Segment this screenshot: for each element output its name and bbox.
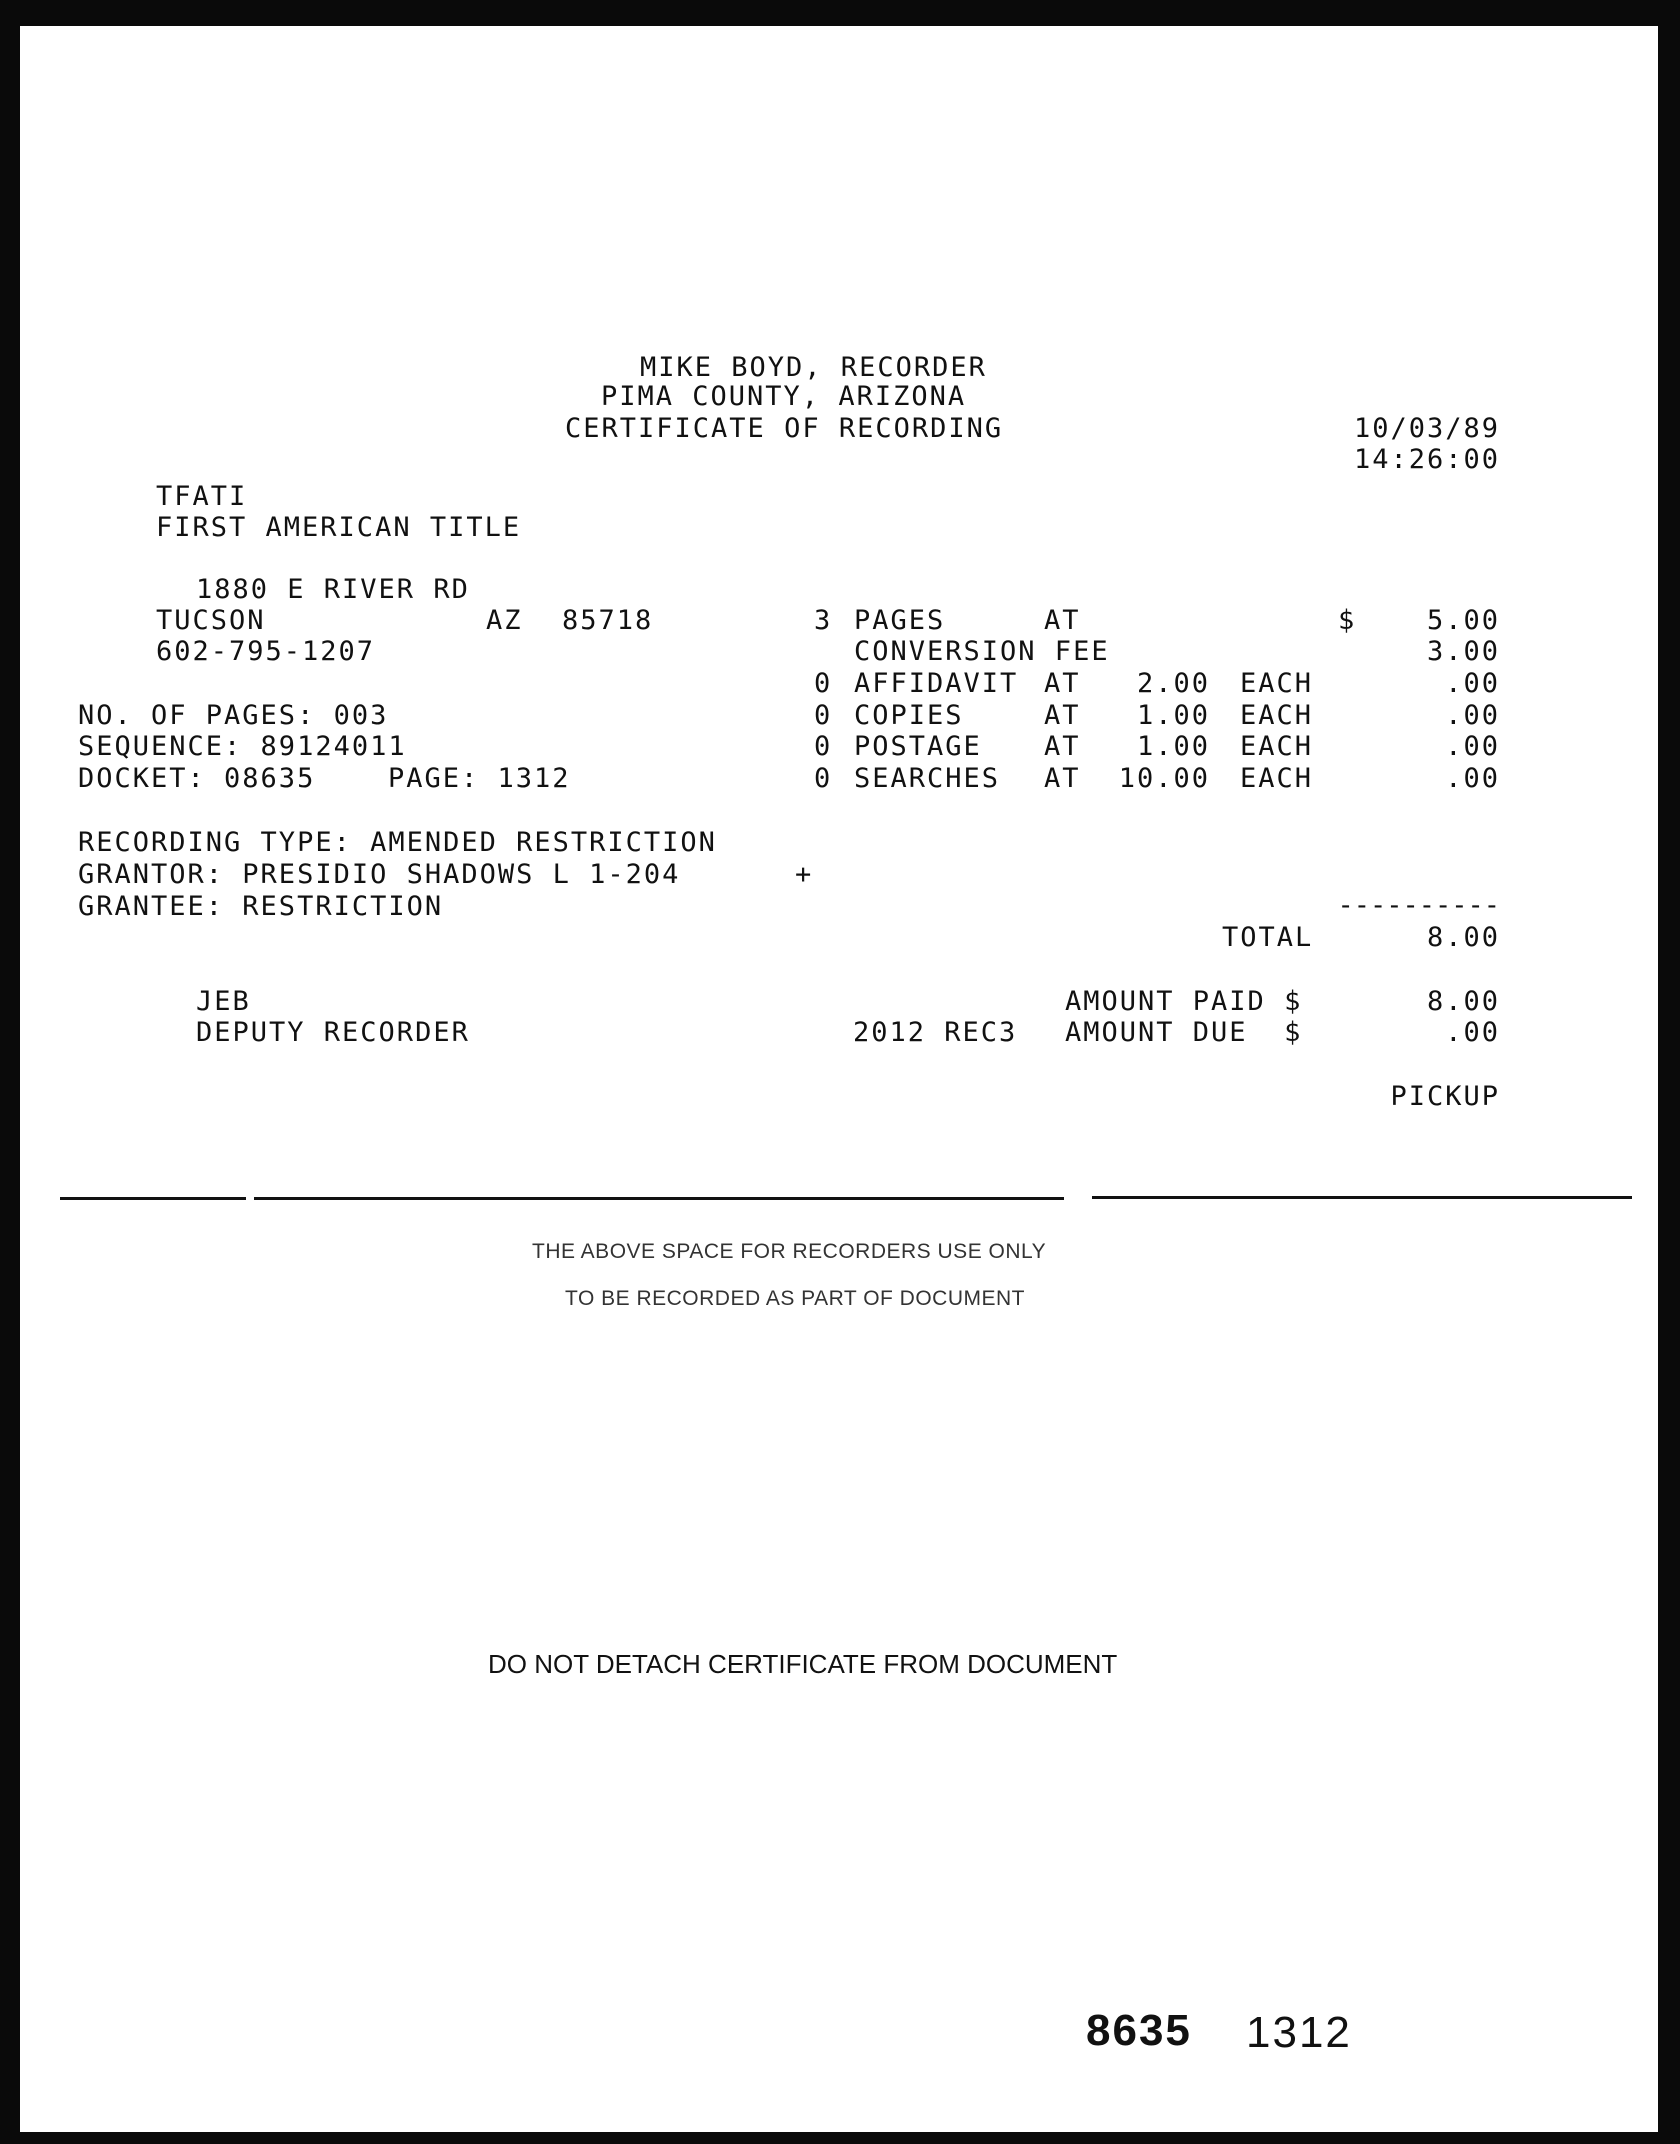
grantee: GRANTEE: RESTRICTION — [78, 891, 444, 922]
customer-zip: 85718 — [562, 605, 654, 636]
customer-name: FIRST AMERICAN TITLE — [156, 512, 522, 543]
recording-type: RECORDING TYPE: AMENDED RESTRICTION — [78, 827, 717, 858]
fee-at: AT — [1044, 731, 1081, 762]
fee-amount: .00 — [1445, 668, 1500, 699]
register-code: 2012 REC3 — [853, 1017, 1018, 1048]
fee-amount: 5.00 — [1426, 605, 1500, 636]
fee-amount: .00 — [1445, 731, 1500, 762]
amount-paid-value: 8.00 — [1426, 986, 1500, 1017]
divider-line — [1092, 1196, 1632, 1199]
stamp-page: 1312 — [1246, 2008, 1352, 2057]
deputy-title: DEPUTY RECORDER — [196, 1017, 470, 1048]
fee-amount: .00 — [1445, 763, 1500, 794]
record-time: 14:26:00 — [1353, 444, 1500, 475]
divider-line — [60, 1197, 246, 1200]
fee-rate: 1.00 — [1136, 700, 1210, 731]
amount-due-label: AMOUNT DUE $ — [1065, 1017, 1303, 1048]
fee-rate: 10.00 — [1118, 763, 1210, 794]
sequence-number: SEQUENCE: 89124011 — [78, 731, 407, 762]
fee-rate: 1.00 — [1136, 731, 1210, 762]
fee-qty: 3 — [814, 605, 833, 636]
amount-paid-label: AMOUNT PAID $ — [1065, 986, 1303, 1017]
pickup-note: PICKUP — [1390, 1081, 1500, 1112]
fee-each: EACH — [1240, 668, 1314, 699]
record-as-part-notice: TO BE RECORDED AS PART OF DOCUMENT — [565, 1287, 1026, 1310]
fee-item: POSTAGE — [854, 731, 982, 762]
certificate-title: CERTIFICATE OF RECORDING — [565, 413, 1004, 444]
detach-warning: DO NOT DETACH CERTIFICATE FROM DOCUMENT — [488, 1649, 1118, 1679]
stamp-docket: 8635 — [1086, 2006, 1192, 2055]
fee-qty: 0 — [814, 668, 833, 699]
fee-each: EACH — [1240, 700, 1314, 731]
fee-qty: 0 — [814, 731, 833, 762]
fee-item: SEARCHES — [854, 763, 1001, 794]
fee-item: COPIES — [854, 700, 964, 731]
fee-at: AT — [1044, 668, 1081, 699]
fee-at: AT — [1044, 605, 1081, 636]
customer-street: 1880 E RIVER RD — [196, 574, 470, 605]
recording-certificate — [20, 26, 1658, 2132]
deputy-initials: JEB — [196, 986, 251, 1017]
recorder-name: MIKE BOYD, RECORDER — [640, 352, 987, 383]
fee-qty: 0 — [814, 763, 833, 794]
fee-currency: $ — [1338, 605, 1357, 636]
fee-each: EACH — [1240, 731, 1314, 762]
grantor: GRANTOR: PRESIDIO SHADOWS L 1-204 — [78, 859, 681, 890]
no-of-pages: NO. OF PAGES: 003 — [78, 700, 389, 731]
total-label: TOTAL — [1222, 922, 1314, 953]
fee-item: CONVERSION FEE — [854, 636, 1110, 667]
fee-qty: 0 — [814, 700, 833, 731]
customer-city: TUCSON — [156, 605, 266, 636]
grantor-continued-mark: + — [795, 859, 814, 890]
fee-at: AT — [1044, 700, 1081, 731]
record-date: 10/03/89 — [1353, 413, 1500, 444]
recorders-use-notice: THE ABOVE SPACE FOR RECORDERS USE ONLY — [532, 1240, 1047, 1263]
amount-due-value: .00 — [1445, 1017, 1500, 1048]
page-number: PAGE: 1312 — [388, 763, 571, 794]
total-value: 8.00 — [1426, 922, 1500, 953]
fee-item: PAGES — [854, 605, 946, 636]
fee-item: AFFIDAVIT — [854, 668, 1019, 699]
customer-state: AZ — [486, 605, 523, 636]
fee-rate: 2.00 — [1136, 668, 1210, 699]
total-divider: ---------- — [1337, 890, 1500, 921]
fee-at: AT — [1044, 763, 1081, 794]
fee-amount: .00 — [1445, 700, 1500, 731]
fee-amount: 3.00 — [1426, 636, 1500, 667]
county-state: PIMA COUNTY, ARIZONA — [601, 381, 967, 412]
divider-line — [254, 1197, 1064, 1200]
docket-number: DOCKET: 08635 — [78, 763, 316, 794]
customer-code: TFATI — [156, 481, 248, 512]
fee-each: EACH — [1240, 763, 1314, 794]
customer-phone: 602-795-1207 — [156, 636, 376, 667]
